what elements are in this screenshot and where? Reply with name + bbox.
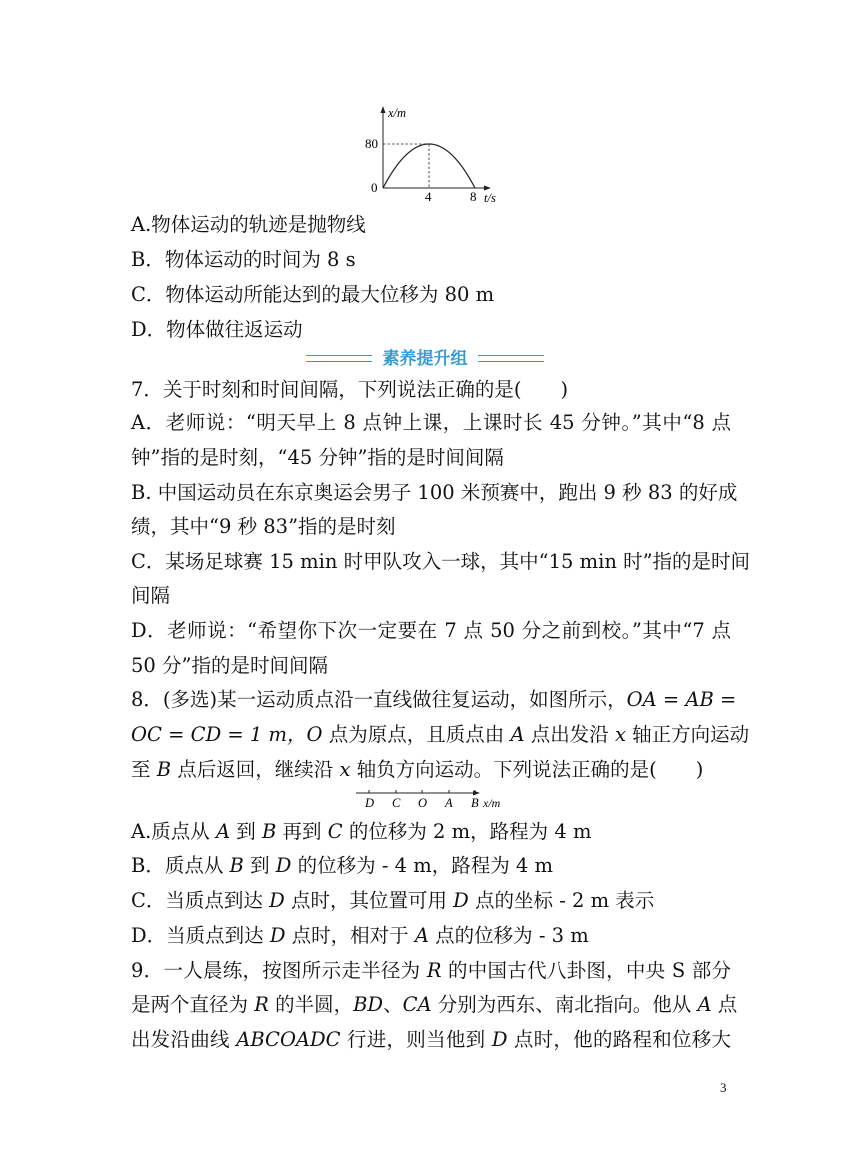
- q8-var-x2: x: [339, 758, 351, 781]
- label-B: B: [471, 796, 479, 810]
- q8-option-b-B: B: [229, 854, 244, 877]
- q8-option-a-t3: 再到: [276, 820, 328, 843]
- q8-var-O: O: [306, 723, 323, 746]
- q9-l3-t1: 出发沿曲线: [131, 1028, 237, 1051]
- q8-option-c-D2: D: [453, 889, 469, 912]
- number-line-diagram: [350, 789, 501, 813]
- q9-l3-path: ABCOADC: [236, 1028, 341, 1051]
- q9-stem-line2: [131, 992, 738, 1018]
- q8-option-c-t3: 点的坐标 - 2 m 表示: [468, 889, 655, 912]
- graph-y-axis-label: x/m: [388, 106, 407, 120]
- q8-var-A: A: [510, 723, 525, 746]
- graph-x-arrow: [484, 186, 491, 191]
- q9-l1-R: R: [426, 959, 442, 982]
- graph-origin-label: 0: [371, 180, 378, 195]
- q7-option-a-line2: 钟”指的是时刻，“45 分钟”指的是时间间隔: [131, 446, 504, 469]
- q9-l2-t4: 点: [711, 993, 738, 1016]
- section-title-text: 素养提升组: [382, 349, 468, 369]
- q8-stem-line3-text1: 至: [131, 758, 157, 781]
- q9-l1-t2: 的中国古代八卦图，中央 S 部分: [441, 959, 731, 982]
- q9-l3-D: D: [491, 1028, 508, 1051]
- q8-stem-line1-text: 8．(多选)某一运动质点沿一直线做往复运动，如图所示，: [131, 688, 627, 711]
- q8-stem-line1-equation: OA = AB =: [626, 688, 737, 711]
- q9-l2-A: A: [697, 993, 712, 1016]
- q9-l2-BD: BD: [353, 993, 384, 1016]
- q8-option-c: [131, 888, 731, 914]
- label-C: C: [392, 796, 401, 810]
- label-A: A: [445, 796, 453, 810]
- q8-option-c-D: D: [269, 889, 285, 912]
- q6-option-c: C．物体运动所能达到的最大位移为 80 m: [131, 283, 495, 306]
- q8-stem-line2-text2: 点出发沿: [524, 723, 615, 746]
- q8-option-a: [131, 819, 731, 845]
- q8-stem-line2-text3: 轴正方向运动: [625, 723, 750, 746]
- q9-l2-sep: 、: [383, 993, 403, 1016]
- q6-option-a: A.物体运动的轨迹是抛物线: [131, 213, 366, 236]
- q8-option-d: [131, 923, 731, 949]
- q8-option-d-D: D: [269, 924, 286, 947]
- q8-var-B: B: [156, 758, 172, 781]
- q7-option-d-line1: D．老师说：“希望你下次一定要在 7 点 50 分之前到校。”其中“7 点: [131, 619, 731, 642]
- q6-option-b: B．物体运动的时间为 8 s: [131, 248, 356, 271]
- graph-x-axis-label: t/s: [484, 191, 496, 205]
- q7-option-b-line1: B. 中国运动员在东京奥运会男子 100 米预赛中，跑出 9 秒 83 的好成: [131, 481, 738, 504]
- q9-l2-R: R: [254, 993, 269, 1016]
- q9-stem-line1: [131, 958, 731, 984]
- q8-stem-line2-equation: OC = CD = 1 m，: [131, 723, 307, 746]
- q8-option-a-t4: 的位移为 2 m，路程为 4 m: [342, 820, 592, 843]
- q7-option-a-line1: A．老师说：“明天早上 8 点钟上课，上课时长 45 分钟。”其中“8 点: [131, 411, 731, 434]
- q7-option-d-line2: 50 分”指的是时间间隔: [131, 654, 328, 677]
- q7-option-c-line1: C．某场足球赛 15 min 时甲队攻入一球，其中“15 min 时”指的是时间: [131, 550, 751, 573]
- q8-option-d-t2: 点时，相对于: [285, 924, 415, 947]
- label-D: D: [365, 796, 375, 810]
- number-line-arrow: [473, 791, 480, 796]
- q7-stem: 7．关于时刻和时间间隔，下列说法正确的是( ): [131, 378, 569, 401]
- q8-var-x: x: [614, 723, 626, 746]
- q7-option-b-line2: 绩，其中“9 秒 83”指的是时刻: [131, 515, 396, 538]
- graph-y-arrow: [381, 106, 386, 113]
- q9-l2-t2: 的半圆，: [268, 993, 354, 1016]
- q9-l3-t3: 点时，他的路程和位移大: [507, 1028, 731, 1051]
- q8-stem-line1: [131, 687, 737, 713]
- q8-option-c-t1: C．当质点到达: [131, 889, 270, 912]
- label-O: O: [418, 796, 428, 810]
- q8-option-b-t3: 的位移为 - 4 m，路程为 4 m: [291, 854, 553, 877]
- q8-stem-line3-text3: 轴负方向运动。下列说法正确的是( ): [350, 758, 704, 781]
- q8-option-a-C: C: [327, 820, 343, 843]
- graph-y-tick-80: 80: [365, 136, 378, 151]
- graph-x-tick-4: 4: [425, 189, 432, 204]
- q8-option-b: [131, 853, 731, 879]
- q6-option-d: D．物体做往返运动: [131, 318, 303, 341]
- q8-option-c-t2: 点时，其位置可用: [284, 889, 454, 912]
- position-time-graph: [355, 104, 505, 208]
- q8-stem-line2: [131, 722, 750, 748]
- q9-l2-t3: 分别为西东、南北指向。他从: [431, 993, 698, 1016]
- q8-option-d-t3: 点的位移为 - 3 m: [428, 924, 589, 947]
- q9-l1-t1: 9．一人晨练，按图所示走半径为: [131, 959, 427, 982]
- q8-option-a-A: A: [215, 820, 231, 843]
- page-number: 3: [720, 1080, 727, 1095]
- q8-stem-line3: [131, 757, 731, 783]
- q8-option-d-A: A: [414, 924, 429, 947]
- q8-option-a-t2: 到: [230, 820, 262, 843]
- q8-stem-line2-text1: 点为原点，且质点由: [322, 723, 511, 746]
- section-title-right-rule: [478, 355, 544, 362]
- graph-x-tick-8: 8: [470, 189, 477, 204]
- q8-option-a-B: B: [261, 820, 277, 843]
- q9-stem-line3: [131, 1027, 731, 1053]
- q9-l3-t2: 行进，则当他到: [340, 1028, 492, 1051]
- section-title: [300, 346, 550, 372]
- q7-option-c-line2: 间隔: [131, 584, 171, 607]
- q9-l2-t1: 是两个直径为: [131, 993, 255, 1016]
- label-unit: x/m: [483, 796, 501, 810]
- q8-option-b-t2: 到: [243, 854, 276, 877]
- q8-stem-line3-text2: 点后返回，继续沿: [171, 758, 340, 781]
- q8-option-b-D: D: [275, 854, 292, 877]
- q8-option-b-t1: B．质点从: [131, 854, 230, 877]
- q9-l2-CA: CA: [402, 993, 432, 1016]
- q8-option-a-t1: A.质点从: [131, 820, 216, 843]
- q8-option-d-t1: D．当质点到达: [131, 924, 270, 947]
